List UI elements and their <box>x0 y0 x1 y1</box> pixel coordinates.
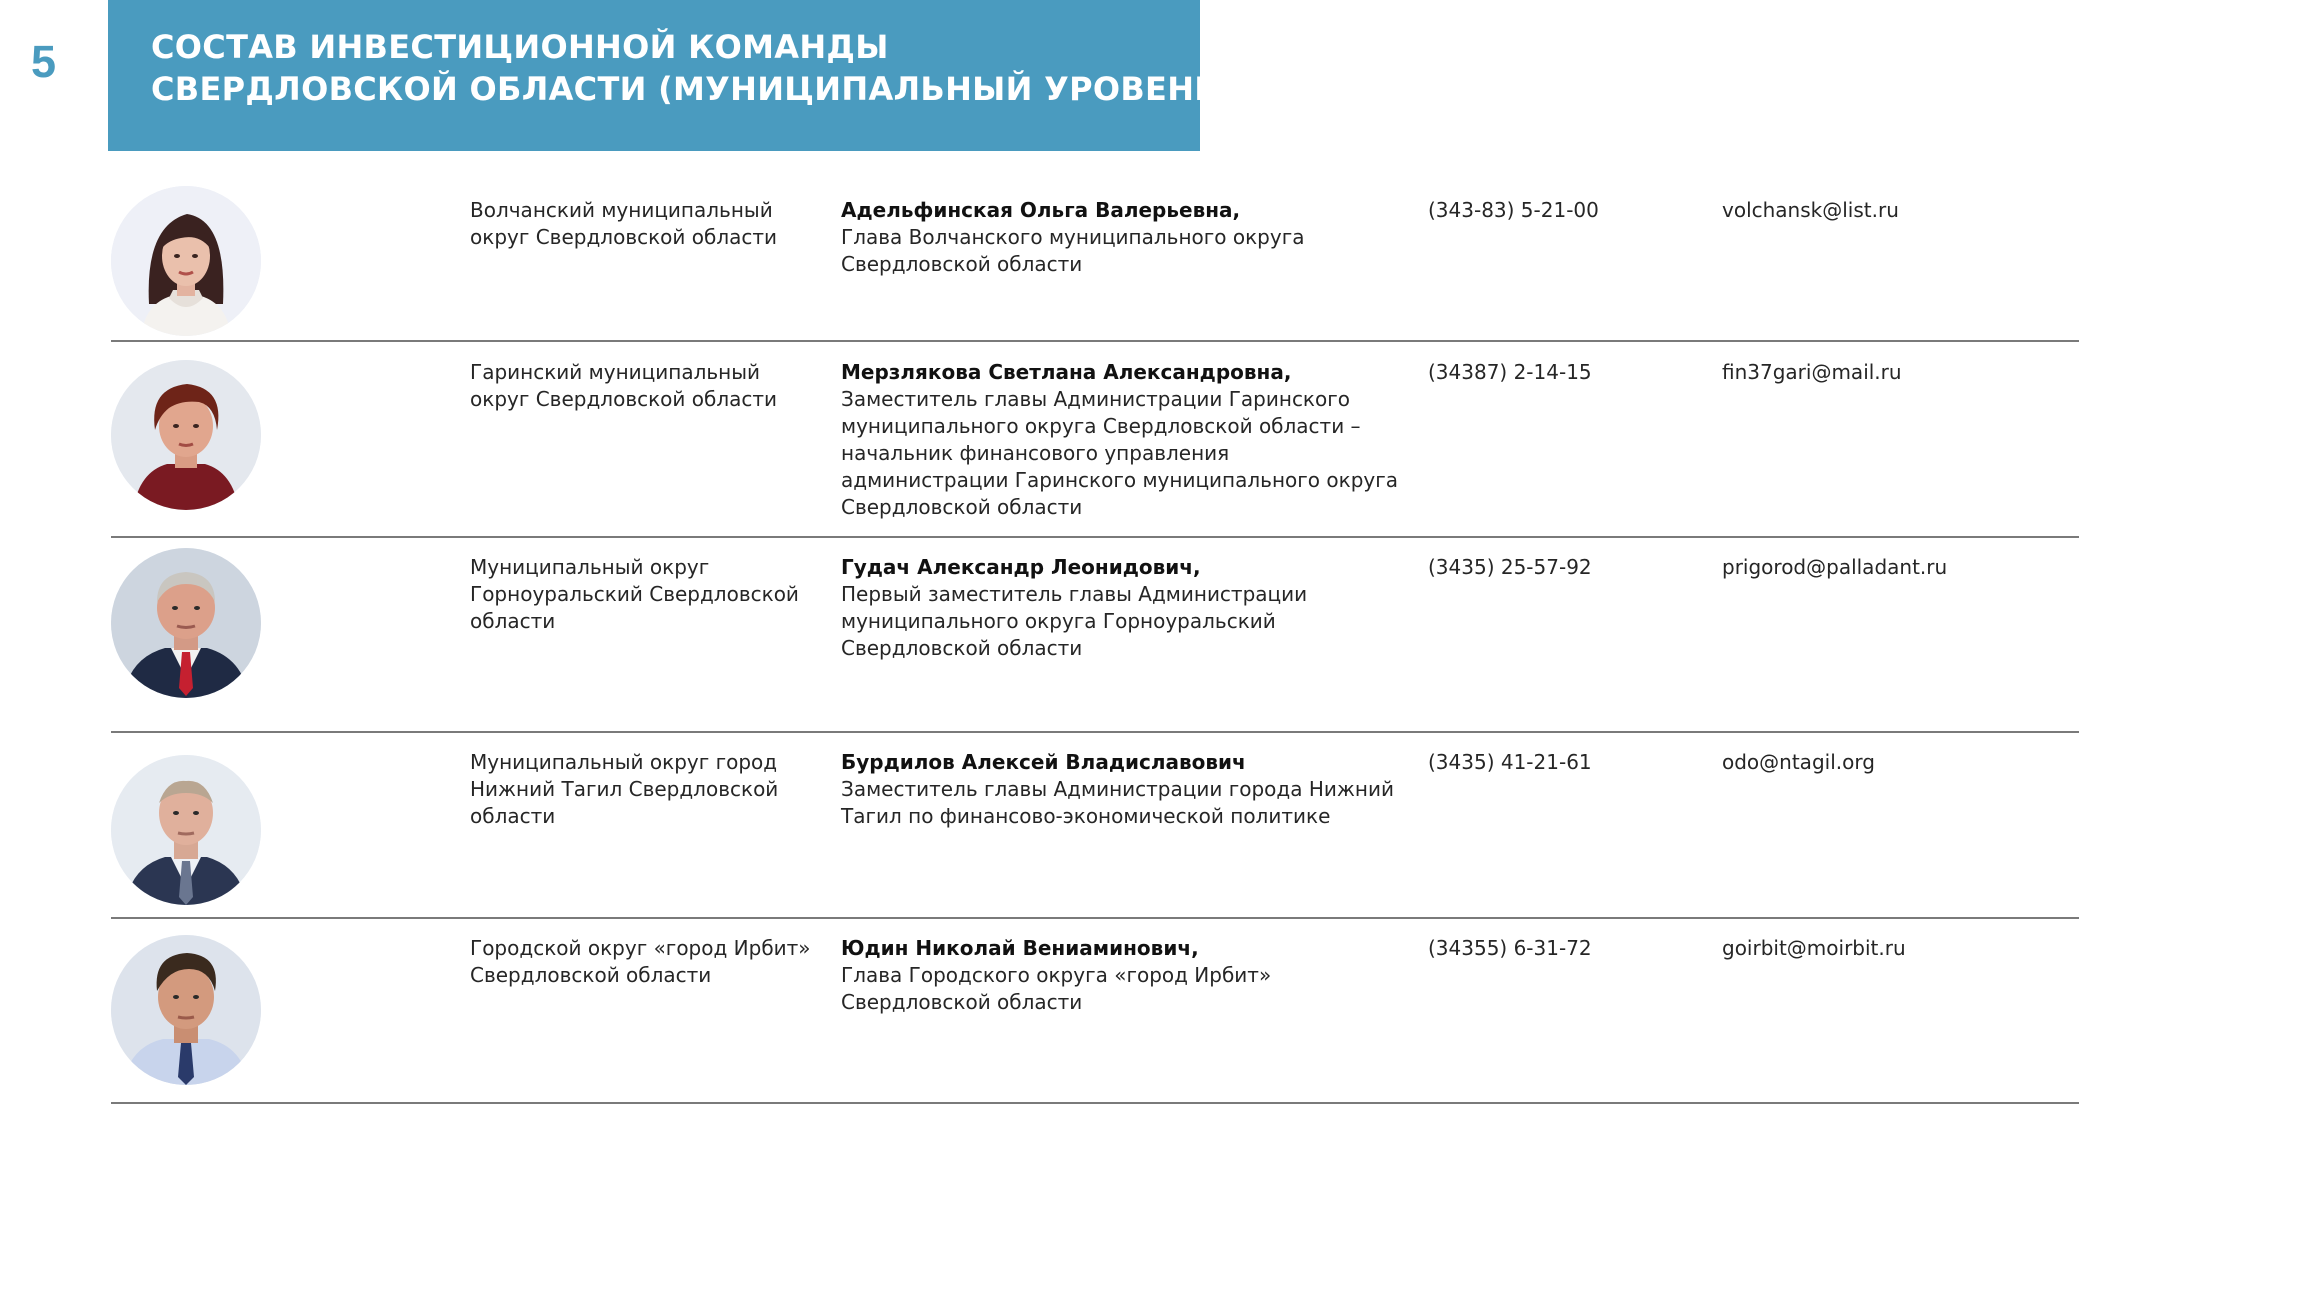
person-name: Бурдилов Алексей Владиславович <box>841 750 1246 774</box>
portrait-woman-icon <box>111 186 261 336</box>
person <box>841 749 1401 830</box>
portrait-photo <box>111 360 261 510</box>
organization: Муниципальный округ город Нижний Тагил Свердловской области <box>470 750 779 828</box>
portrait-woman-icon <box>111 360 261 510</box>
page-title-line-1: СОСТАВ ИНВЕСТИЦИОННОЙ КОМАНДЫ <box>151 28 889 66</box>
portrait-man-icon <box>111 548 261 698</box>
person-name: Гудач Александр Леонидович, <box>841 555 1201 579</box>
table-row <box>111 538 2079 733</box>
organization: Городской округ «город Ирбит» Свердловской области <box>470 936 811 987</box>
title-banner <box>108 0 1234 151</box>
person-position: Заместитель главы Администрации города Нижний Тагил по финансово-экономической политике <box>841 777 1394 828</box>
portrait-man-icon <box>111 755 261 905</box>
person-name: Адельфинская Ольга Валерьевна, <box>841 198 1241 222</box>
person-name: Мерзлякова Светлана Александровна, <box>841 360 1292 384</box>
person-position: Заместитель главы Администрации Гаринского муниципального округа Свердловской области – начальник финансового управления администрации Гаринского муниципального округа Свердловской области <box>841 387 1398 519</box>
phone-number: (34387) 2-14-15 <box>1428 360 1592 384</box>
page-number: 5 <box>31 36 57 87</box>
organization: Муниципальный округ Горноуральский Свердловской области <box>470 555 799 633</box>
person <box>841 197 1401 278</box>
email-link[interactable]: odo@ntagil.org <box>1722 750 1875 774</box>
portrait-photo <box>111 548 261 698</box>
portrait-photo <box>111 186 261 336</box>
person-name: Юдин Николай Вениаминович, <box>841 936 1199 960</box>
person-position: Глава Волчанского муниципального округа Свердловской области <box>841 225 1305 276</box>
person <box>841 935 1401 1016</box>
person-position: Первый заместитель главы Администрации муниципального округа Горноуральский Свердловской области <box>841 582 1308 660</box>
portrait-photo <box>111 755 261 905</box>
person <box>841 359 1401 521</box>
organization: Волчанский муниципальный округ Свердловской области <box>470 198 778 249</box>
email-link[interactable]: volchansk@list.ru <box>1722 198 1899 222</box>
portrait-photo <box>111 935 261 1085</box>
table-row <box>111 733 2079 919</box>
person <box>841 554 1401 662</box>
phone-number: (343-83) 5-21-00 <box>1428 198 1599 222</box>
table-row <box>111 342 2079 538</box>
person-position: Глава Городского округа «город Ирбит» Свердловской области <box>841 963 1272 1014</box>
email-link[interactable]: goirbit@moirbit.ru <box>1722 936 1906 960</box>
portrait-man-icon <box>111 935 261 1085</box>
table-row <box>111 176 2079 342</box>
investment-team-table <box>111 176 2079 1104</box>
email-link[interactable]: fin37gari@mail.ru <box>1722 360 1902 384</box>
organization: Гаринский муниципальный округ Свердловской области <box>470 360 778 411</box>
phone-number: (3435) 25-57-92 <box>1428 555 1592 579</box>
page-title-line-2: СВЕРДЛОВСКОЙ ОБЛАСТИ (МУНИЦИПАЛЬНЫЙ УРОВЕНЬ) <box>151 70 1234 108</box>
phone-number: (34355) 6-31-72 <box>1428 936 1592 960</box>
table-row <box>111 919 2079 1104</box>
phone-number: (3435) 41-21-61 <box>1428 750 1592 774</box>
email-link[interactable]: prigorod@palladant.ru <box>1722 555 1948 579</box>
